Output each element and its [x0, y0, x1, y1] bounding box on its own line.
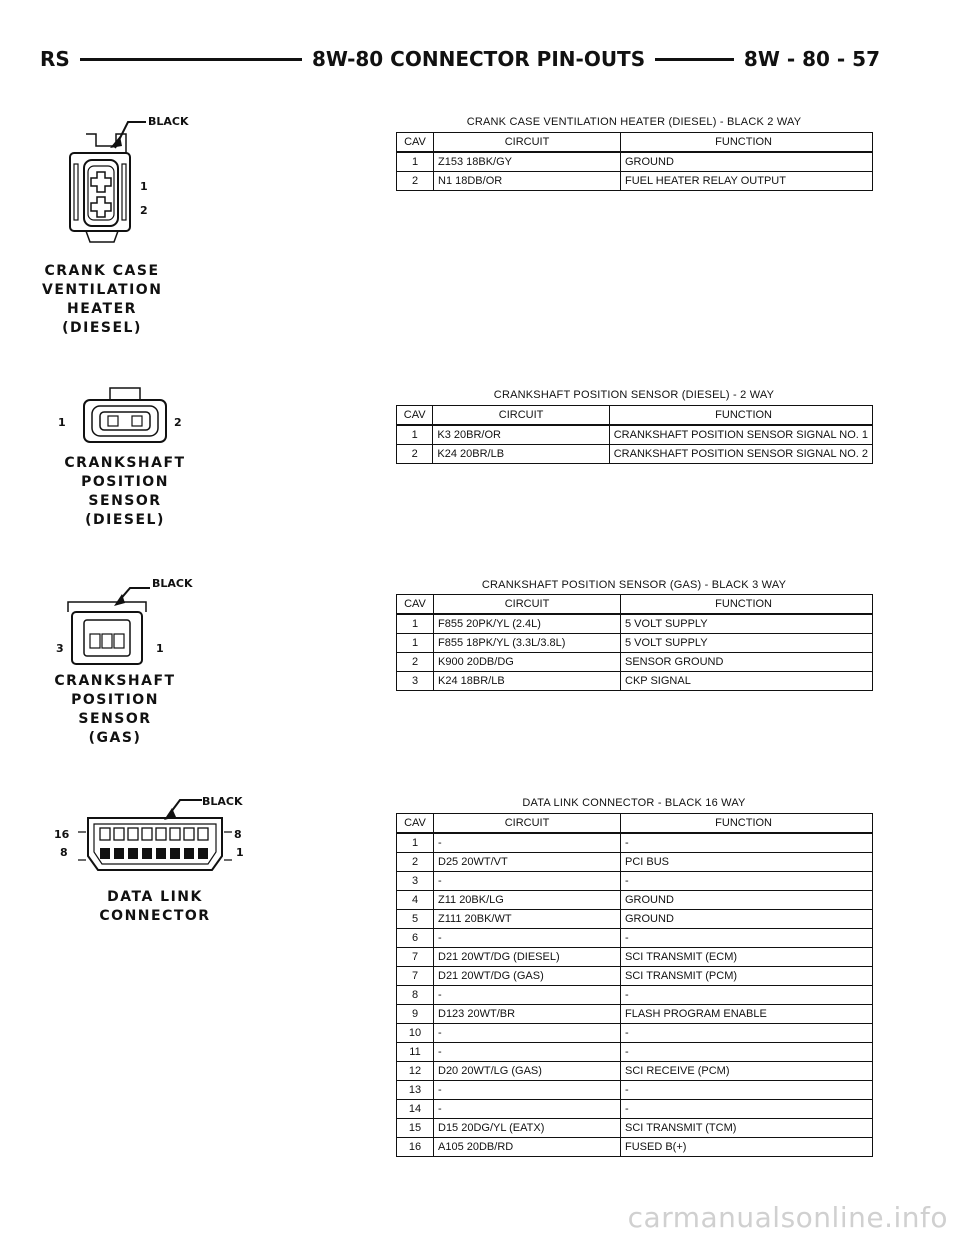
- connector-4-pin-16: 16: [54, 828, 70, 841]
- cav-cell: 1: [397, 425, 433, 445]
- circuit-cell: K3 20BR/OR: [433, 425, 609, 445]
- connector-2-table-title: CRANKSHAFT POSITION SENSOR (DIESEL) - 2 WAY: [493, 389, 775, 401]
- table-row: [397, 1138, 873, 1157]
- table-row: [397, 1043, 873, 1062]
- watermark: carmanualsonline.info: [627, 1201, 948, 1234]
- connector-4-color-label: BLACK: [202, 795, 243, 808]
- table-header-row: [397, 133, 873, 153]
- function-cell: FUEL HEATER RELAY OUTPUT: [621, 172, 873, 191]
- connector-2-pin-2: 2: [174, 416, 182, 429]
- circuit-cell: -: [434, 1100, 621, 1119]
- cav-cell: 7: [397, 948, 434, 967]
- connector-3-caption: CRANKSHAFT POSITION SENSOR (GAS): [54, 673, 176, 746]
- column-header-circuit: CIRCUIT: [433, 406, 609, 426]
- table-row: [397, 1100, 873, 1119]
- connector-2-caption: CRANKSHAFT POSITION SENSOR (DIESEL): [64, 455, 186, 528]
- function-cell: SCI TRANSMIT (TCM): [621, 1119, 873, 1138]
- crankshaft-sensor-diesel-connector-diagram: [52, 378, 202, 448]
- table-row: [397, 1062, 873, 1081]
- circuit-cell: -: [434, 929, 621, 948]
- circuit-cell: -: [434, 872, 621, 891]
- cav-cell: 2: [397, 172, 434, 191]
- cav-cell: 1: [397, 833, 434, 853]
- table-row: [397, 672, 873, 691]
- circuit-cell: Z11 20BK/LG: [434, 891, 621, 910]
- function-cell: -: [621, 1081, 873, 1100]
- circuit-cell: D15 20DG/YL (EATX): [434, 1119, 621, 1138]
- cav-cell: 2: [397, 445, 433, 464]
- function-cell: -: [621, 1043, 873, 1062]
- table-row: [397, 614, 873, 634]
- column-header-cav: CAV: [397, 595, 434, 615]
- circuit-cell: -: [434, 1081, 621, 1100]
- data-link-connector-diagram: [52, 790, 262, 880]
- function-cell: GROUND: [621, 891, 873, 910]
- column-header-cav: CAV: [397, 406, 433, 426]
- function-cell: 5 VOLT SUPPLY: [621, 634, 873, 653]
- table-row: [397, 833, 873, 853]
- cav-cell: 11: [397, 1043, 434, 1062]
- circuit-cell: Z111 20BK/WT: [434, 910, 621, 929]
- connector-1-pin-1: 1: [140, 180, 148, 193]
- cav-cell: 9: [397, 1005, 434, 1024]
- function-cell: GROUND: [621, 910, 873, 929]
- connector-2-pin-1: 1: [58, 416, 66, 429]
- cav-cell: 1: [397, 634, 434, 653]
- table-row: [397, 634, 873, 653]
- function-cell: SENSOR GROUND: [621, 653, 873, 672]
- function-cell: -: [621, 986, 873, 1005]
- cav-cell: 7: [397, 967, 434, 986]
- connector-4-table-title: DATA LINK CONNECTOR - BLACK 16 WAY: [522, 797, 746, 809]
- table-row: [397, 891, 873, 910]
- connector-1-color-label: BLACK: [148, 115, 189, 128]
- connector-4-pin-1: 1: [236, 846, 244, 859]
- header-left: RS: [40, 44, 80, 74]
- function-cell: -: [621, 1024, 873, 1043]
- circuit-cell: K24 18BR/LB: [434, 672, 621, 691]
- circuit-cell: A105 20DB/RD: [434, 1138, 621, 1157]
- page-header: [40, 44, 880, 74]
- function-cell: GROUND: [621, 152, 873, 172]
- table-row: [397, 172, 873, 191]
- column-header-cav: CAV: [397, 814, 434, 834]
- cav-cell: 12: [397, 1062, 434, 1081]
- connector-2-pinout-table: [396, 405, 873, 464]
- circuit-cell: D21 20WT/DG (GAS): [434, 967, 621, 986]
- cav-cell: 13: [397, 1081, 434, 1100]
- circuit-cell: F855 20PK/YL (2.4L): [434, 614, 621, 634]
- cav-cell: 6: [397, 929, 434, 948]
- table-row: [397, 1119, 873, 1138]
- table-row: [397, 1024, 873, 1043]
- cav-cell: 16: [397, 1138, 434, 1157]
- function-cell: -: [621, 1100, 873, 1119]
- column-header-function: FUNCTION: [609, 406, 872, 426]
- connector-3-pin-1: 1: [156, 642, 164, 655]
- table-row: [397, 445, 873, 464]
- circuit-cell: -: [434, 1043, 621, 1062]
- function-cell: CKP SIGNAL: [621, 672, 873, 691]
- cav-cell: 2: [397, 853, 434, 872]
- table-row: [397, 948, 873, 967]
- circuit-cell: K900 20DB/DG: [434, 653, 621, 672]
- function-cell: SCI TRANSMIT (PCM): [621, 967, 873, 986]
- header-title: 8W-80 CONNECTOR PIN-OUTS: [302, 44, 655, 74]
- circuit-cell: -: [434, 986, 621, 1005]
- table-row: [397, 967, 873, 986]
- table-header-row: [397, 406, 873, 426]
- circuit-cell: -: [434, 1024, 621, 1043]
- cav-cell: 1: [397, 614, 434, 634]
- column-header-function: FUNCTION: [621, 133, 873, 153]
- table-row: [397, 929, 873, 948]
- function-cell: PCI BUS: [621, 853, 873, 872]
- cav-cell: 14: [397, 1100, 434, 1119]
- connector-1-pin-2: 2: [140, 204, 148, 217]
- table-row: [397, 653, 873, 672]
- function-cell: -: [621, 872, 873, 891]
- circuit-cell: Z153 18BK/GY: [434, 152, 621, 172]
- table-header-row: [397, 595, 873, 615]
- connector-4-pin-8-left: 8: [60, 846, 68, 859]
- function-cell: -: [621, 833, 873, 853]
- connector-4-caption: DATA LINK CONNECTOR: [99, 889, 211, 924]
- function-cell: -: [621, 929, 873, 948]
- cav-cell: 2: [397, 653, 434, 672]
- function-cell: SCI TRANSMIT (ECM): [621, 948, 873, 967]
- function-cell: FUSED B(+): [621, 1138, 873, 1157]
- circuit-cell: -: [434, 833, 621, 853]
- table-row: [397, 425, 873, 445]
- function-cell: FLASH PROGRAM ENABLE: [621, 1005, 873, 1024]
- connector-3-color-label: BLACK: [152, 577, 193, 590]
- circuit-cell: D123 20WT/BR: [434, 1005, 621, 1024]
- connector-3-pin-3: 3: [56, 642, 64, 655]
- column-header-circuit: CIRCUIT: [434, 814, 621, 834]
- cav-cell: 15: [397, 1119, 434, 1138]
- table-header-row: [397, 814, 873, 834]
- table-row: [397, 910, 873, 929]
- table-row: [397, 1005, 873, 1024]
- cav-cell: 10: [397, 1024, 434, 1043]
- cav-cell: 5: [397, 910, 434, 929]
- function-cell: CRANKSHAFT POSITION SENSOR SIGNAL NO. 1: [609, 425, 872, 445]
- cav-cell: 8: [397, 986, 434, 1005]
- column-header-circuit: CIRCUIT: [434, 595, 621, 615]
- table-row: [397, 872, 873, 891]
- cav-cell: 3: [397, 672, 434, 691]
- function-cell: 5 VOLT SUPPLY: [621, 614, 873, 634]
- connector-1-table-title: CRANK CASE VENTILATION HEATER (DIESEL) - BLACK 2 WAY: [466, 116, 802, 128]
- column-header-cav: CAV: [397, 133, 434, 153]
- column-header-circuit: CIRCUIT: [434, 133, 621, 153]
- cav-cell: 4: [397, 891, 434, 910]
- table-row: [397, 152, 873, 172]
- crank-case-heater-connector-diagram: [60, 108, 190, 258]
- header-page-number: 8W - 80 - 57: [734, 44, 880, 74]
- table-row: [397, 853, 873, 872]
- circuit-cell: F855 18PK/YL (3.3L/3.8L): [434, 634, 621, 653]
- circuit-cell: D20 20WT/LG (GAS): [434, 1062, 621, 1081]
- circuit-cell: N1 18DB/OR: [434, 172, 621, 191]
- circuit-cell: K24 20BR/LB: [433, 445, 609, 464]
- connector-1-pinout-table: [396, 132, 873, 191]
- table-row: [397, 986, 873, 1005]
- crankshaft-sensor-gas-connector-diagram: [52, 572, 202, 672]
- connector-1-caption: CRANK CASE VENTILATION HEATER (DIESEL): [42, 263, 163, 336]
- circuit-cell: D21 20WT/DG (DIESEL): [434, 948, 621, 967]
- function-cell: SCI RECEIVE (PCM): [621, 1062, 873, 1081]
- cav-cell: 1: [397, 152, 434, 172]
- cav-cell: 3: [397, 872, 434, 891]
- column-header-function: FUNCTION: [621, 814, 873, 834]
- connector-3-table-title: CRANKSHAFT POSITION SENSOR (GAS) - BLACK 3 WAY: [481, 579, 787, 591]
- table-row: [397, 1081, 873, 1100]
- connector-4-pin-8-right: 8: [234, 828, 242, 841]
- function-cell: CRANKSHAFT POSITION SENSOR SIGNAL NO. 2: [609, 445, 872, 464]
- column-header-function: FUNCTION: [621, 595, 873, 615]
- connector-4-pinout-table: [396, 813, 873, 1157]
- circuit-cell: D25 20WT/VT: [434, 853, 621, 872]
- connector-3-pinout-table: [396, 594, 873, 691]
